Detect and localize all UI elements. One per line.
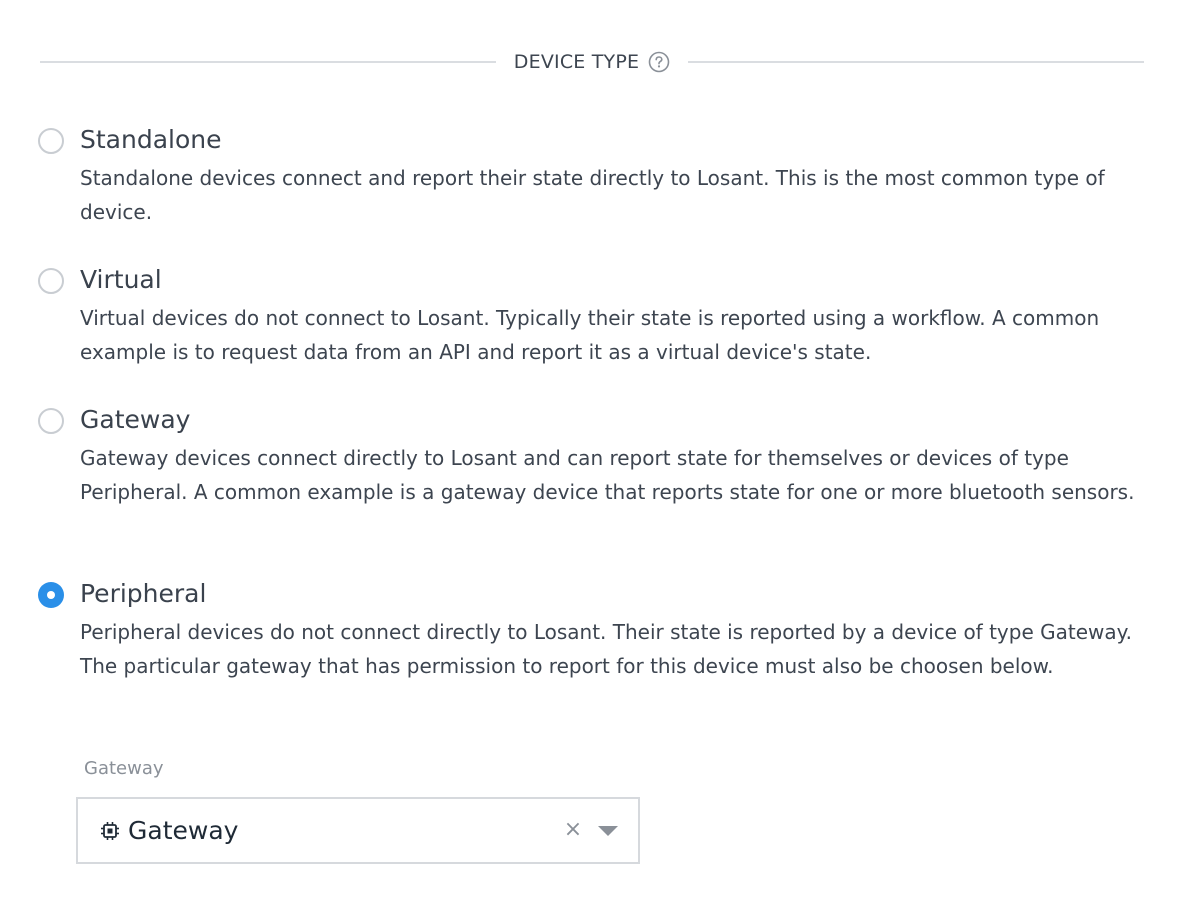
option-description-peripheral: Peripheral devices do not connect directly to Losant. Their state is reported by a device of type Gateway. The particular gateway that has permission to report for this device must also be choosen below. (80, 620, 1132, 678)
header-divider-left (40, 61, 496, 63)
radio-gateway[interactable] (38, 408, 64, 434)
option-description-gateway: Gateway devices connect directly to Losant and can report state for themselves or devices of type Peripheral. A common example is a gateway device that reports state for one or more bluetooth sensors. (80, 446, 1135, 504)
gateway-field-label: Gateway (84, 758, 164, 779)
option-title-virtual[interactable]: Virtual (80, 265, 162, 294)
chip-icon (100, 821, 120, 841)
device-type-header (40, 44, 1144, 80)
gateway-select[interactable] (76, 797, 640, 864)
gateway-select-value: Gateway (128, 816, 239, 845)
option-title-standalone[interactable]: Standalone (80, 125, 222, 154)
option-description-standalone: Standalone devices connect and report their state directly to Losant. This is the most common type of device. (80, 166, 1105, 224)
radio-peripheral[interactable] (38, 582, 64, 608)
question-circle-icon[interactable] (648, 51, 670, 73)
device-type-title: DEVICE TYPE (513, 51, 640, 73)
option-title-peripheral[interactable]: Peripheral (80, 579, 207, 608)
caret-down-icon[interactable] (598, 826, 618, 836)
radio-standalone[interactable] (38, 128, 64, 154)
device-type-heading (496, 51, 688, 73)
clear-icon[interactable]: × (563, 817, 583, 842)
header-divider-right (688, 61, 1144, 63)
radio-virtual[interactable] (38, 268, 64, 294)
option-description-virtual: Virtual devices do not connect to Losant. Typically their state is reported using a workflow. A common example is to request data from an API and report it as a virtual device's state. (80, 306, 1100, 364)
option-title-gateway[interactable]: Gateway (80, 405, 191, 434)
